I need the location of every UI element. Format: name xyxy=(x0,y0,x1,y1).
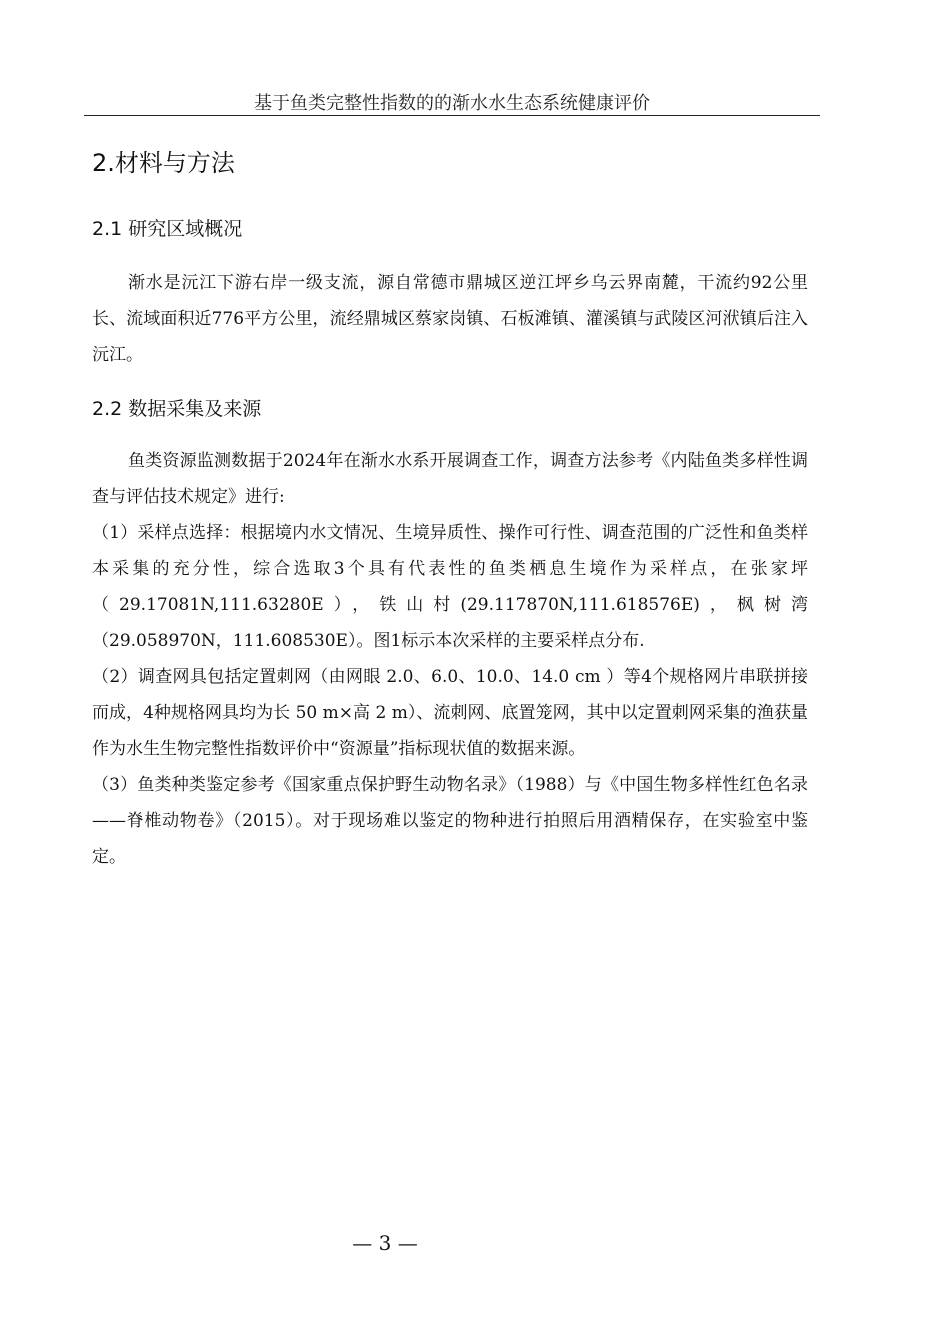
study-area-paragraph: 渐水是沅江下游右岸一级支流，源自常德市鼎城区逆江坪乡乌云界南麓，干流约92公里长、流域面积近776平方公里，流经鼎城区蔡家岗镇、石板滩镇、灌溪镇与武陵区河洑镇后注入沅江。 xyxy=(92,273,808,365)
section-title: 2.材料与方法 xyxy=(92,149,235,177)
page-number: — 3 — xyxy=(352,1231,418,1255)
running-header: 基于鱼类完整性指数的的渐水水生态系统健康评价 xyxy=(254,93,650,114)
subsection-title-data-collection: 2.2 数据采集及来源 xyxy=(92,398,262,420)
method-list xyxy=(92,515,808,875)
data-collection-paragraph: 鱼类资源监测数据于2024年在渐水水系开展调查工作，调查方法参考《内陆鱼类多样性调查与评估技术规定》进行: xyxy=(92,451,808,507)
list-item-species-identification: （3）鱼类种类鉴定参考《国家重点保护野生动物名录》（1988）与《中国生物多样性红色名录——脊椎动物卷》（2015）。对于现场难以鉴定的物种进行拍照后用酒精保存，在实验室中鉴定。 xyxy=(92,775,808,867)
list-item-sampling-sites: （1）采样点选择：根据境内水文情况、生境异质性、操作可行性、调查范围的广泛性和鱼类样本采集的充分性，综合选取3个具有代表性的鱼类栖息生境作为采样点，在张家坪（29.17081N,111.63280E），铁山村(29.117870N,111.618576E)，枫树湾（29.058970N，111.608530E）。图1标示本次采样的主要采样点分布. xyxy=(92,523,808,651)
subsection-title-study-area: 2.1 研究区域概况 xyxy=(92,218,243,240)
header-divider xyxy=(84,115,820,116)
list-item-fishing-gear: （2）调查网具包括定置刺网（由网眼 2.0、6.0、10.0、14.0 cm ）等4个规格网片串联拼接而成，4种规格网具均为长 50 m×高 2 m）、流刺网、底置笼网，其中以定置刺网采集的渔获量作为水生生物完整性指数评价中“资源量”指标现状值的数据来源。 xyxy=(92,667,808,759)
